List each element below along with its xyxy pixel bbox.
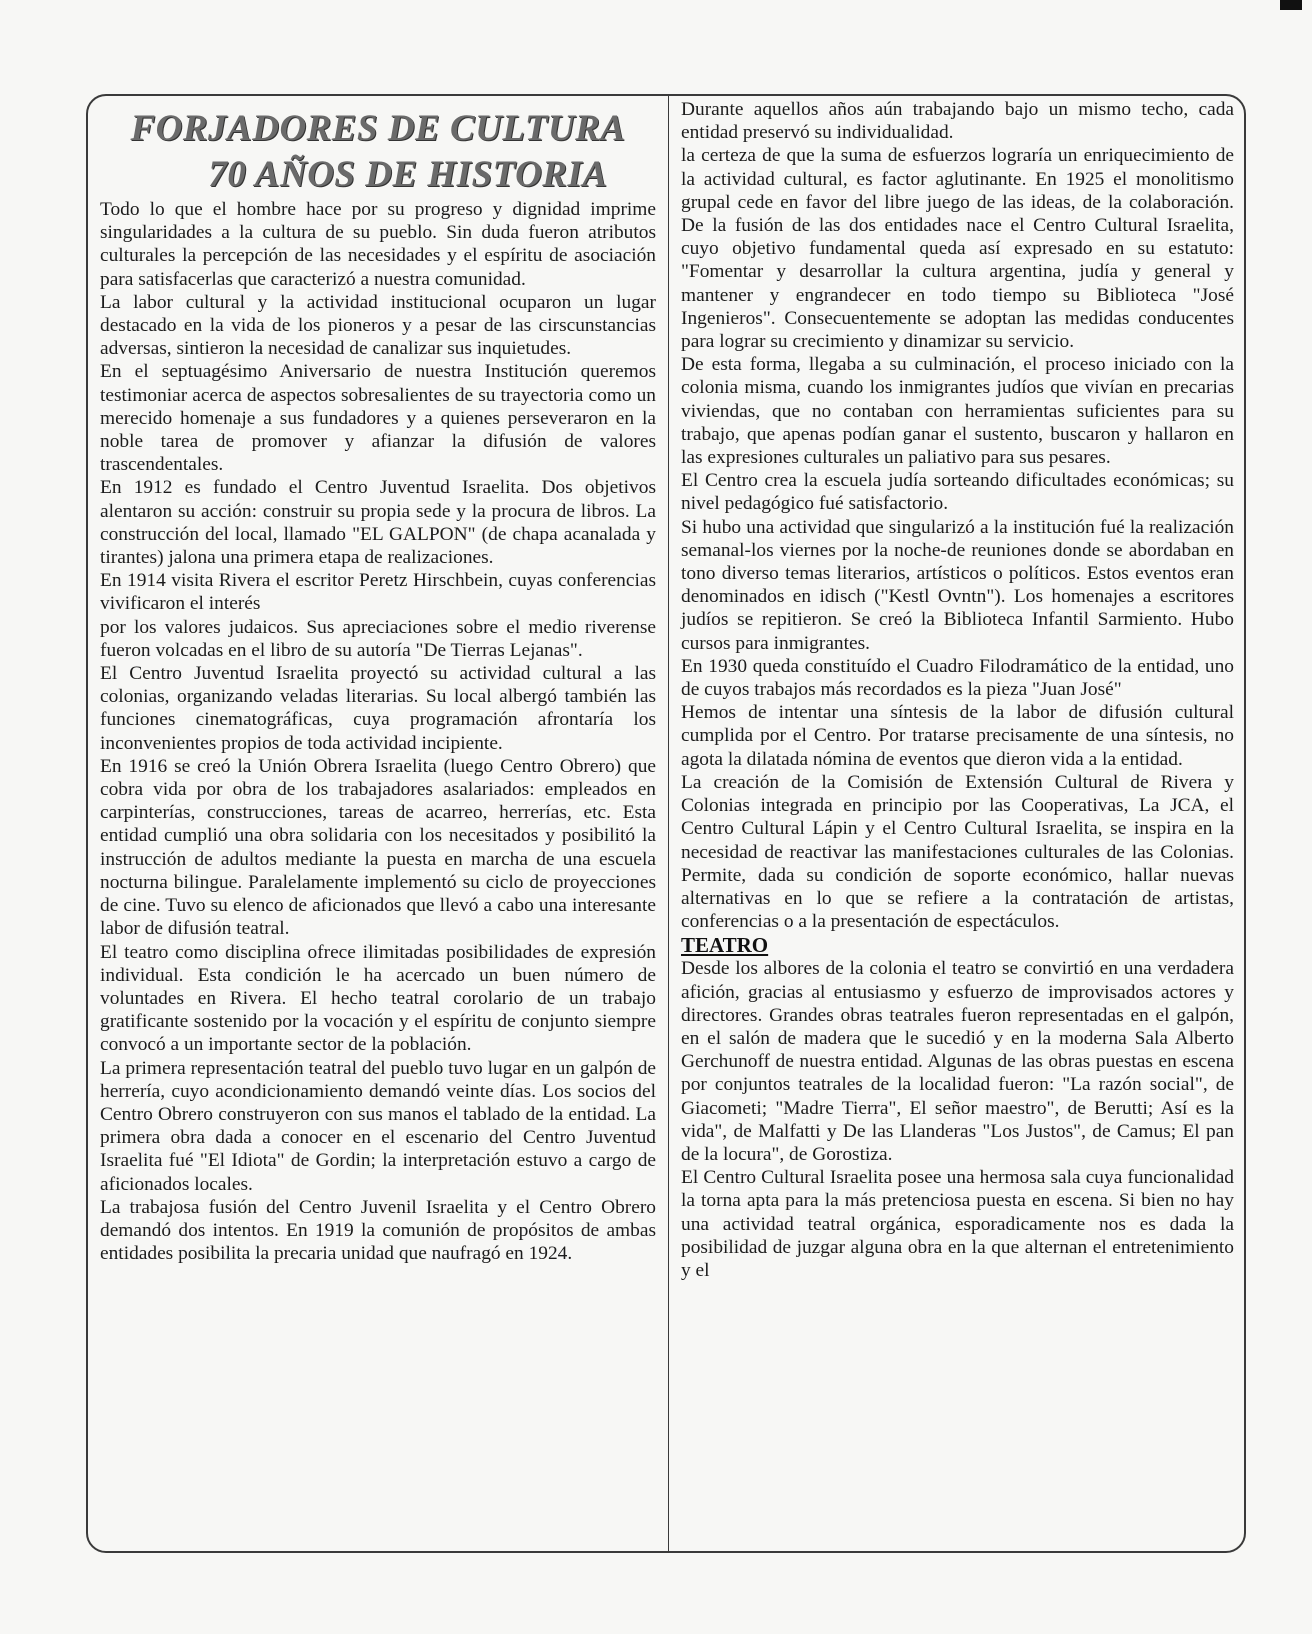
article-frame [86, 94, 1246, 1553]
paragraph: Durante aquellos años aún trabajando bajo un mismo techo, cada entidad preservó su individualidad. [681, 99, 1234, 144]
paragraph: Todo lo que el hombre hace por su progreso y dignidad imprime singularidades a la cultura de su pueblo. Sin duda fueron atributos culturales la percepción de las necesidades y el espíritu de asociación para satisfacerlas que caracterizó a nuestra comunidad. [100, 199, 656, 290]
paragraph: En 1930 queda constituído el Cuadro Filodramático de la entidad, uno de cuyos trabajos más recordados es la pieza "Juan José" [681, 655, 1234, 701]
paragraph: la certeza de que la suma de esfuerzos lograría un enriquecimiento de la actividad cultural, es factor aglutinante. En 1925 el monolitismo grupal cede en favor del libre juego de las ideas, de la colaboración. De la fusión de las dos entidades nace el Centro Cultural Israelita, cuyo objetivo fundamental queda así expresado en su estatuto: "Fomentar y desarrollar la cultura argentina, judía y general y mantener y engrandecer en todo tiempo su Biblioteca "José Ingenieros". Consecuentemente se adoptan las medidas conducentes para lograr su crecimiento y dinamizar su servicio. [681, 145, 1234, 353]
section-heading-teatro: TEATRO [681, 933, 769, 958]
paragraph: De esta forma, llegaba a su culminación, el proceso iniciado con la colonia misma, cuando los inmigrantes judíos que vivían en precarias viviendas, que no contaban con herramientas suficientes para su trabajo, que apenas podían ganar el sustento, buscaron y hallaron en las expresiones culturales un paliativo para sus pesares. [681, 354, 1234, 469]
paragraph: En 1916 se creó la Unión Obrera Israelita (luego Centro Obrero) que cobra vida por obra de los trabajadores asalariados: empleados en carpinterías, construcciones, tareas de acarreo, herrerías, etc. Esta entidad cumplió una obra solidaria con los necesitados y posibilitó la instrucción de adultos mediante la puesta en marcha de una escuela nocturna bilingue. Paralelamente implementó su ciclo de proyecciones de cine. Tuvo su elenco de aficionados que llevó a cabo una interesante labor de difusión teatral. [100, 755, 656, 940]
paragraph: El Centro crea la escuela judía sorteando dificultades económicas; su nivel pedagógico fué satisfactorio. [681, 470, 1234, 515]
paragraph: La labor cultural y la actividad institucional ocuparon un lugar destacado en la vida de los pioneros y a pesar de las cirscunstancias adversas, sintieron la necesidad de canalizar sus inquietudes. [100, 291, 656, 360]
paragraph: El Centro Cultural Israelita posee una hermosa sala cuya funcionalidad la torna apta para la más pretenciosa puesta en escena. Si bien no hay una actividad teatral orgánica, esporadicamente nos es dada la posibilidad de juzgar alguna obra en la que alternan el entretenimiento y el [681, 1167, 1234, 1281]
paragraph: Hemos de intentar una síntesis de la labor de difusión cultural cumplida por el Centro. Por tratarse precisamente de una síntesis, no agota la dilatada nómina de eventos que dieron vida a la entidad. [681, 702, 1234, 770]
paragraph: El teatro como disciplina ofrece ilimitadas posibilidades de expresión individual. Esta condición le ha acercado un buen número de voluntades en Rivera. El hecho teatral corolario de un trabajo gratificante sostenido por la vocación y el espíritu de conjunto siempre convocó a un importante sector de la población. [100, 941, 656, 1056]
corner-print-mark [1280, 0, 1302, 10]
paragraph: En el septuagésimo Aniversario de nuestra Institución queremos testimoniar acerca de aspectos sobresalientes de su trayectoria como un merecido homenaje a sus fundadores y a quienes perseveraron en la noble tarea de promover y afianzar la difusión de valores trascendentales. [100, 361, 656, 476]
paragraph: Desde los albores de la colonia el teatro se convirtió en una verdadera afición, gracias al entusiasmo y esfuerzo de improvisados actores y directores. Grandes obras teatrales fueron representadas en el galpón, en el salón de madera que le sucedió y en la moderna Sala Alberto Gerchunoff de nuestra entidad. Algunas de las obras puestas en escena por conjuntos teatrales de la localidad fueron: "La razón social", de Giacometi; "Madre Tierra", El señor maestro", de Berutti; Así es la vida", de Malfatti y De las Llanderas "Los Justos", de Camus; El pan de la locura", de Gorostiza. [681, 958, 1234, 1165]
paragraph: La primera representación teatral del pueblo tuvo lugar en un galpón de herrería, cuyo acondicionamiento demandó veinte días. Los socios del Centro Obrero construyeron con sus manos el tablado de la entidad. La primera obra dada a conocer en el escenario del Centro Juventud Israelita fué "El Idiota" de Gordin; la interpretación estuvo a cargo de aficionados locales. [100, 1057, 656, 1195]
left-column [88, 96, 669, 1551]
paragraph: La trabajosa fusión del Centro Juvenil Israelita y el Centro Obrero demandó dos intentos. En 1919 la comunión de propósitos de ambas entidades posibilita la precaria unidad que naufragó en 1924. [100, 1196, 656, 1265]
paragraph: En 1912 es fundado el Centro Juventud Israelita. Dos objetivos alentaron su acción: construir su propia sede y la procura de libros. La construcción del local, llamado "EL GALPON" (de chapa acanalada y tirantes) jalona una primera etapa de realizaciones. [100, 477, 656, 569]
paragraph: En 1914 visita Rivera el escritor Peretz Hirschbein, cuyas conferencias vivificaron el interés [100, 570, 656, 615]
paragraph: El Centro Juventud Israelita proyectó su actividad cultural a las colonias, organizando veladas literarias. Su local albergó también las funciones cinematográficas, cuya programación afrontaría los inconvenientes propios de toda actividad incipiente. [100, 663, 656, 754]
right-column [669, 96, 1244, 1551]
article-heading [100, 106, 656, 198]
paragraph: por los valores judaicos. Sus apreciaciones sobre el medio riverense fueron volcadas en el libro de su autoría "De Tierras Lejanas". [100, 616, 656, 661]
heading-line-1: FORJADORES DE CULTURA [130, 108, 626, 149]
paragraph: Si hubo una actividad que singularizó a la institución fué la realización semanal-los viernes por la noche-de reuniones donde se abordaban en tono diverso temas literarios, artísticos o políticos. Estos eventos eran denominados en idisch ("Kestl Ovntn"). Los homenajes a escritores judíos se repitieron. Se creó la Biblioteca Infantil Sarmiento. Hubo cursos para inmigrantes. [681, 516, 1234, 654]
heading-line-2: 70 AÑOS DE HISTORIA [208, 154, 608, 195]
paragraph: La creación de la Comisión de Extensión Cultural de Rivera y Colonias integrada en principio por las Cooperativas, La JCA, el Centro Cultural Lápin y el Centro Cultural Israelita, se inspira en la necesidad de reactivar las manifestaciones culturales de las Colonias. Permite, dada su condición de soporte económico, hallar nuevas alternativas en lo que se refiere a la contratación de artistas, conferencias o a la presentación de espectáculos. [681, 771, 1234, 933]
